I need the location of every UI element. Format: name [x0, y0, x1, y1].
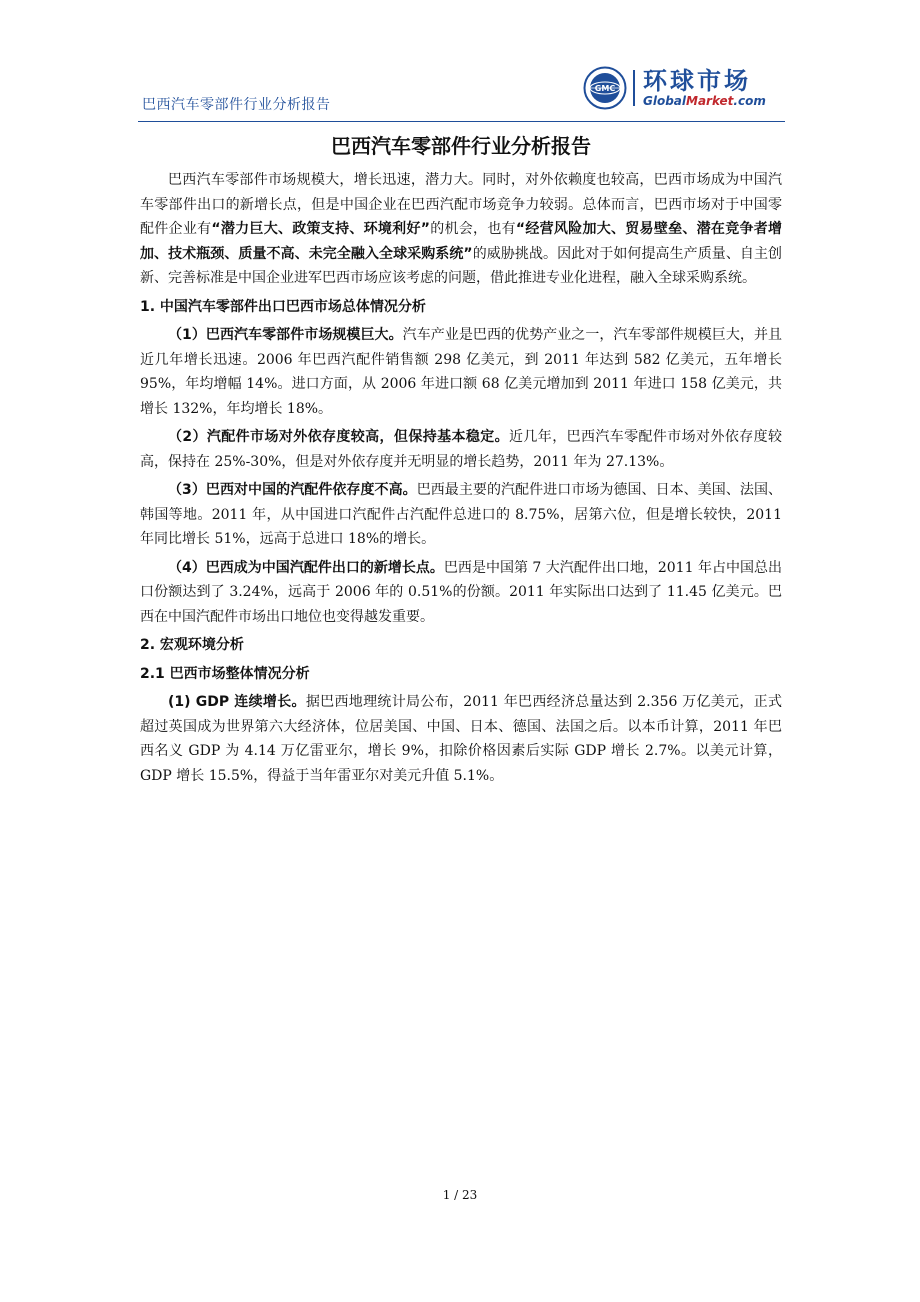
item-body: 据巴西地理统计局公布，2011 年巴西经济总量达到 2.356 万亿美元，正式超过英国成为世界第六大经济体，位居美国、中国、日本、德国、法国之后。以本币计算，2011 年巴西名义 GDP 为 4.14 万亿雷亚尔，增长 9%，扣除价格因素后实际 GDP 增长 2.7%。以美元计算， GDP 增长 15.5%，得益于当年雷亚尔对美元升值 5.1%。: [140, 694, 782, 784]
intro-emph-threat: “经营风险加大、贸易壁垒、潜在竞争者增加、技术瓶颈、质量不高、未完全融入全球采购系统”: [140, 221, 783, 262]
intro-text-3: 的威胁挑战。因此对于如何提高生产质量、自主创新、完善标准是中国企业进军巴西市场应该考虑的问题，借此推进专业化进程，融入全球采购系统。: [140, 245, 783, 286]
gmc-seal-icon: [583, 66, 627, 110]
item-lead: （3）巴西对中国的汽配件依存度不高。: [168, 482, 417, 498]
intro-text-1: 巴西汽车零部件市场规模大，增长迅速，潜力大。同时，对外依赖度也较高，巴西市场成为中国汽车零部件出口的新增长点，但是中国企业在巴西汽配市场竞争力较弱。总体而言，巴西市场对于中国零配件企业有: [140, 172, 782, 237]
section-1-item-3: [140, 478, 782, 552]
logo-chinese-name: 环球市场: [643, 67, 751, 95]
section-2-1-item-1: [140, 690, 782, 788]
section-1-heading: 1. 中国汽车零部件出口巴西市场总体情况分析: [140, 298, 426, 315]
item-lead: (1) GDP 连续增长。: [168, 694, 306, 710]
intro-text-2: 的机会，也有: [429, 221, 516, 237]
item-lead: （2）汽配件市场对外依存度较高，但保持基本稳定。: [168, 429, 510, 445]
logo-en-suffix: .com: [733, 94, 766, 108]
item-body: 巴西是中国第 7 大汽配件出口地，2011 年占中国总出口份额达到了 3.24%，远高于 2006 年的 0.51%的份额。2011 年实际出口达到了 11.45 亿美元。巴西在中国汽配件市场出口地位也变得越发重要。: [140, 559, 782, 625]
page-header: [138, 60, 785, 122]
logo-en-prefix: Global: [643, 94, 687, 108]
logo-en-mid: Market: [686, 94, 734, 108]
section-2-1-heading: 2.1 巴西市场整体情况分析: [140, 665, 310, 682]
document-body: [140, 130, 782, 788]
item-body: 汽车产业是巴西的优势产业之一，汽车零部件规模巨大，并且近几年增长迅速。2006 年巴西汽配件销售额 298 亿美元，到 2011 年达到 582 亿美元，五年增长 95%，年均增幅 14%。进口方面，从 2006 年进口额 68 亿美元增加到 2011 年进口 158 亿美元，共增长 132%，年均增长 18%。: [140, 327, 782, 417]
logo-english-name: [643, 94, 766, 108]
item-body: 近几年，巴西汽车零配件市场对外依存度较高，保持在 25%-30%，但是对外依存度并无明显的增长趋势，2011 年为 27.13%。: [140, 429, 782, 470]
page-number: 1 / 23: [442, 1188, 478, 1202]
header-doc-title: 巴西汽车零部件行业分析报告: [142, 97, 331, 113]
logo-divider: [633, 70, 635, 106]
seal-text: GMC: [594, 84, 616, 93]
item-lead: （1）巴西汽车零部件市场规模巨大。: [168, 327, 403, 343]
intro-emph-opportunity: “潜力巨大、政策支持、环境利好”: [211, 221, 430, 237]
section-1-item-1: [140, 323, 782, 421]
page-title: 巴西汽车零部件行业分析报告: [331, 134, 591, 158]
item-lead: （4）巴西成为中国汽配件出口的新增长点。: [168, 559, 444, 576]
section-1-item-4: [140, 556, 782, 630]
intro-paragraph: [140, 168, 782, 291]
section-1-item-2: [140, 425, 782, 474]
header-rule: [138, 121, 785, 122]
item-body: 巴西最主要的汽配件进口市场为德国、日本、美国、法国、韩国等地。2011 年，从中国进口汽配件占汽配件总进口的 8.75%，居第六位，但是增长较快，2011 年同比增长 51%，远高于总进口 18%的增长。: [140, 482, 782, 547]
globalmarket-logo: [583, 66, 783, 112]
section-2-heading: 2. 宏观环境分析: [140, 637, 244, 653]
